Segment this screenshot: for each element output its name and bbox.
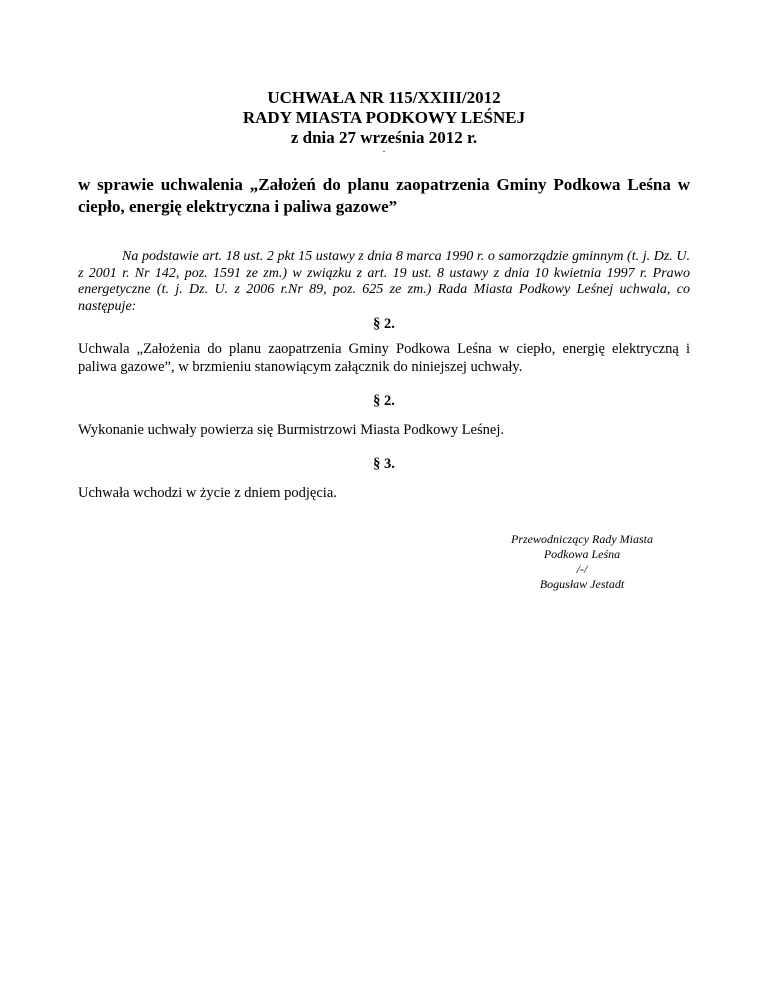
issuing-council: RADY MIASTA PODKOWY LEŚNEJ (242, 108, 526, 127)
section-heading-3: § 3. (373, 456, 395, 472)
resolution-header (0, 88, 768, 148)
legal-basis: Na podstawie art. 18 ust. 2 pkt 15 ustawy z dnia 8 marca 1990 r. o samorządzie gminnym (t. j. Dz. U. z 2001 r. Nr 142, poz. 1591 ze zm.) w związku z art. 19 ust. 8 ustawy z dnia 10 kwietnia 1997 r. Prawo energetyczne (t. j. Dz. U. z 2006 r.Nr 89, poz. 625 ze zm.) Rada Miasta Podkowy Leśnej uchwala, co następuje: (78, 249, 690, 314)
section-text-2: Wykonanie uchwały powierza się Burmistrzowi Miasta Podkowy Leśnej. (78, 422, 504, 438)
header-marker: . (382, 144, 386, 155)
signatory-name: Bogusław Jestadt (539, 577, 625, 591)
signatory-title: Przewodniczący Rady Miasta (511, 532, 653, 546)
signature-mark: /-/ (576, 562, 588, 576)
signature-block (492, 532, 672, 592)
resolution-subject: w sprawie uchwalenia „Założeń do planu zaopatrzenia Gminy Podkowa Leśna w ciepło, energię elektryczna i paliwa gazowe” (78, 175, 690, 216)
resolution-date: z dnia 27 września 2012 r. (290, 128, 478, 147)
signatory-place: Podkowa Leśna (543, 547, 621, 561)
section-heading-2: § 2. (373, 393, 395, 409)
resolution-number: UCHWAŁA NR 115/XXIII/2012 (267, 88, 501, 107)
section-heading-1: § 2. (373, 316, 395, 332)
section-text-1: Uchwala „Założenia do planu zaopatrzenia Gminy Podkowa Leśna w ciepło, energię elektryczną i paliwa gazowe”, w brzmieniu stanowiącym załącznik do niniejszej uchwały. (78, 341, 690, 375)
section-text-3: Uchwała wchodzi w życie z dniem podjęcia. (78, 485, 337, 501)
